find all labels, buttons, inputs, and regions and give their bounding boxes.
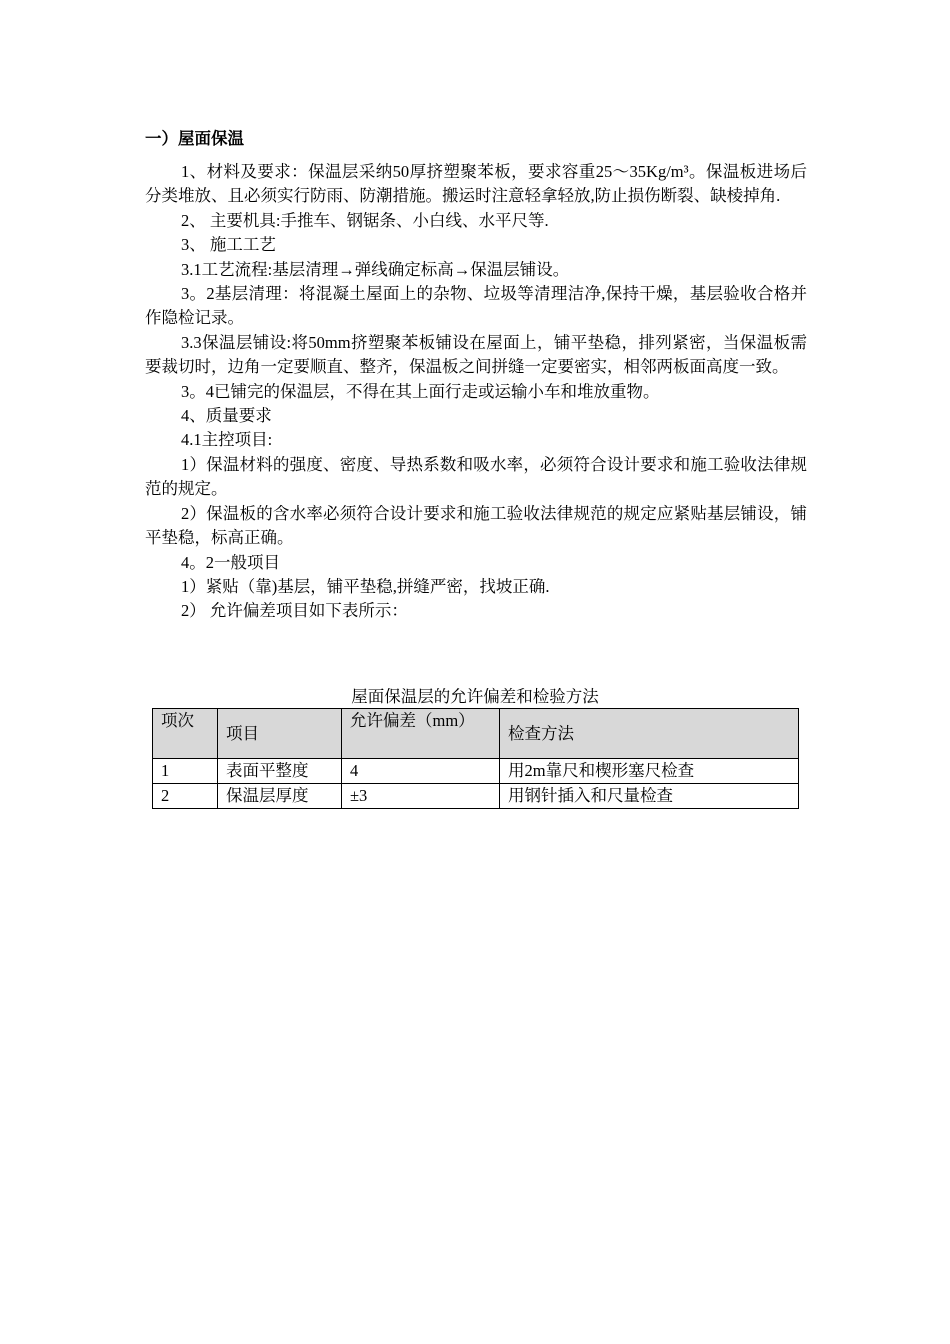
paragraph-protection: 3。4已铺完的保温层，不得在其上面行走或运输小车和堆放重物。 xyxy=(181,381,660,401)
cell-tolerance: ±3 xyxy=(342,784,500,809)
table-row xyxy=(153,784,799,809)
paragraph-general-item-1: 1）紧贴（靠)基层，铺平垫稳,拼缝严密，找坡正确. xyxy=(181,576,550,596)
header-index: 项次 xyxy=(153,709,218,759)
header-item: 项目 xyxy=(218,709,342,759)
cell-method: 用2m靠尺和楔形塞尺检查 xyxy=(500,759,799,784)
paragraph-process-title: 3、 施工工艺 xyxy=(181,235,276,255)
paragraph-materials: 1、材料及要求：保温层采纳50厚挤塑聚苯板，要求容重25～35Kg/m³。保温板进场后分类堆放、且必须实行防雨、防潮措施。搬运时注意轻拿轻放,防止损伤断裂、缺棱掉角. xyxy=(145,162,807,206)
header-tolerance: 允许偏差（mm） xyxy=(342,709,500,759)
cell-item: 表面平整度 xyxy=(218,759,342,784)
paragraph-tools: 2、 主要机具:手推车、钢锯条、小白线、水平尺等. xyxy=(181,210,549,230)
paragraph-cleaning: 3。2基层清理：将混凝土屋面上的杂物、垃圾等清理洁净,保持干燥，基层验收合格并作隐检记录。 xyxy=(145,284,807,328)
table-header-row xyxy=(153,709,799,759)
paragraph-general-item-2: 2） 允许偏差项目如下表所示： xyxy=(181,601,408,621)
document-body xyxy=(145,160,807,624)
paragraph-main-items: 4.1主控项目: xyxy=(181,430,273,450)
header-method: 检查方法 xyxy=(500,709,799,759)
table-row xyxy=(153,759,799,784)
section-heading: 一）屋面保温 xyxy=(145,130,244,148)
paragraph-general-items: 4。2一般项目 xyxy=(181,552,280,572)
paragraph-main-item-1: 1）保温材料的强度、密度、导热系数和吸水率，必须符合设计要求和施工验收法律规范的规定。 xyxy=(145,454,807,499)
cell-index: 1 xyxy=(153,759,218,784)
cell-item: 保温层厚度 xyxy=(218,784,342,809)
paragraph-laying: 3.3保温层铺设:将50mm挤塑聚苯板铺设在屋面上，铺平垫稳，排列紧密，当保温板需要裁切时，边角一定要顺直、整齐，保温板之间拼缝一定要密实，相邻两板面高度一致。 xyxy=(145,332,807,377)
cell-tolerance: 4 xyxy=(342,759,500,784)
cell-method: 用钢针插入和尺量检查 xyxy=(500,784,799,809)
paragraph-flow: 3.1工艺流程:基层清理→弹线确定标高→保温层铺设。 xyxy=(181,259,570,279)
table-caption: 屋面保温层的允许偏差和检验方法 xyxy=(351,687,599,706)
paragraph-quality-title: 4、质量要求 xyxy=(181,406,272,426)
cell-index: 2 xyxy=(153,784,218,809)
deviation-table xyxy=(152,708,799,809)
paragraph-main-item-2: 2）保温板的含水率必须符合设计要求和施工验收法律规范的规定应紧贴基层铺设，铺平垫稳，标高正确。 xyxy=(145,503,807,548)
